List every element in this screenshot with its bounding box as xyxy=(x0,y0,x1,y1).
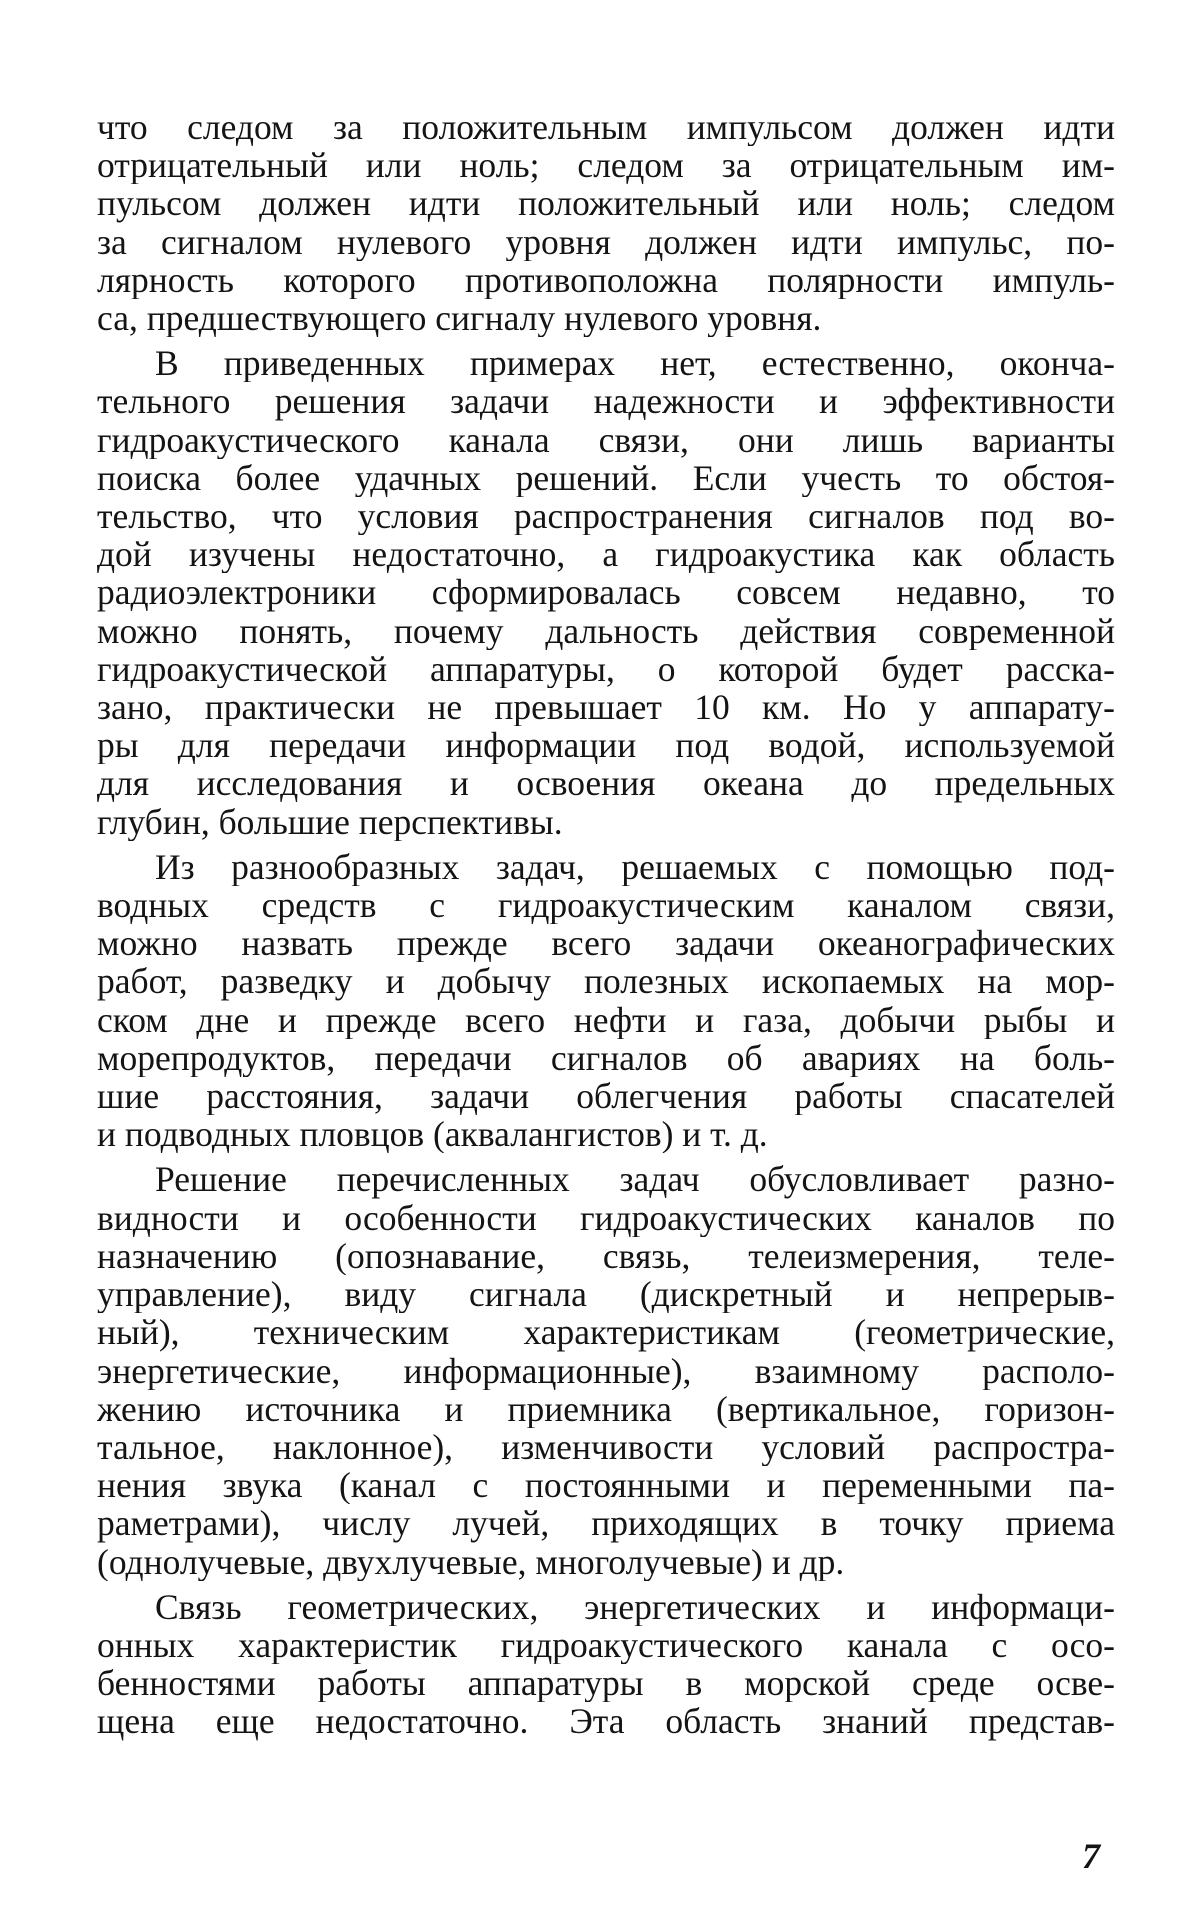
text-line: за сигналом нулевого уровня должен идти импульс, по- xyxy=(97,222,1115,261)
paragraph xyxy=(97,1588,1115,1741)
text-line: для исследования и освоения океана до предельных xyxy=(97,764,1115,803)
text-line: В приведенных примерах нет, естественно, оконча- xyxy=(155,344,1115,383)
text-line: (однолучевые, двухлучевые, многолучевые) и др. xyxy=(97,1542,845,1581)
text-line: глубин, большие перспективы. xyxy=(97,802,563,841)
text-line: управление), виду сигнала (дискретный и непрерыв- xyxy=(97,1275,1115,1314)
text-line: раметрами), числу лучей, приходящих в точку приема xyxy=(97,1504,1115,1543)
paragraph xyxy=(97,848,1115,1154)
text-line: и подводных пловцов (аквалангистов) и т. д. xyxy=(97,1115,768,1154)
text-line: нения звука (канал с постоянными и переменными па- xyxy=(97,1466,1115,1505)
text-line: лярность которого противоположна полярности импуль- xyxy=(97,260,1115,300)
text-line: зано, практически не превышает 10 км. Но у аппарату- xyxy=(97,688,1115,727)
text-line: морепродуктов, передачи сигналов об авариях на боль- xyxy=(97,1038,1115,1078)
text-line: поиска более удачных решений. Если учесть то обстоя- xyxy=(97,458,1115,498)
paragraph xyxy=(97,344,1115,841)
text-line: можно понять, почему дальность действия современной xyxy=(97,611,1115,650)
text-line: Решение перечисленных задач обусловливает разно- xyxy=(155,1160,1115,1199)
text-line: щена еще недостаточно. Эта область знаний представ- xyxy=(97,1702,1115,1741)
text-line: отрицательный или ноль; следом за отрицательным им- xyxy=(97,146,1115,185)
text-line: водных средств с гидроакустическим каналом связи, xyxy=(97,886,1115,925)
text-line: тельного решения задачи надежности и эффективности xyxy=(97,382,1115,421)
text-line: ный), техническим характеристикам (геометрические, xyxy=(97,1313,1115,1352)
text-line: тальное, наклонное), изменчивости условий распростра- xyxy=(97,1427,1115,1467)
text-line: бенностями работы аппаратуры в морской среде осве- xyxy=(97,1664,1115,1703)
text-line: что следом за положительным импульсом должен идти xyxy=(97,108,1115,147)
text-line: работ, разведку и добычу полезных ископаемых на мор- xyxy=(97,962,1115,1001)
text-line: шие расстояния, задачи облегчения работы спасателей xyxy=(97,1077,1115,1116)
text-line: видности и особенности гидроакустических каналов по xyxy=(97,1198,1115,1237)
text-line: Из разнообразных задач, решаемых с помощью под- xyxy=(155,847,1115,887)
body-text xyxy=(97,108,1115,1748)
text-line: ском дне и прежде всего нефти и газа, добычи рыбы и xyxy=(97,1000,1115,1039)
text-line: можно назвать прежде всего задачи океанографических xyxy=(97,924,1115,963)
text-line: онных характеристик гидроакустического канала с осо- xyxy=(97,1625,1115,1665)
text-line: жению источника и приемника (вертикальное, горизон- xyxy=(97,1389,1115,1428)
text-line: дой изучены недостаточно, а гидроакустика как область xyxy=(97,535,1115,574)
page-number: 7 xyxy=(1082,1836,1100,1876)
text-line: гидроакустической аппаратуры, о которой будет расска- xyxy=(97,649,1115,689)
text-line: са, предшествующего сигналу нулевого уровня. xyxy=(97,299,822,338)
text-line: тельство, что условия распространения сигналов под во- xyxy=(97,497,1115,536)
text-line: ры для передачи информации под водой, используемой xyxy=(97,726,1115,765)
text-line: Связь геометрических, энергетических и информаци- xyxy=(155,1587,1115,1626)
text-line: энергетические, информационные), взаимному располо- xyxy=(97,1351,1115,1390)
text-line: радиоэлектроники сформировалась совсем недавно, то xyxy=(97,573,1115,612)
text-line: гидроакустического канала связи, они лишь варианты xyxy=(97,420,1115,459)
text-line: назначению (опознавание, связь, телеизмерения, теле- xyxy=(97,1236,1115,1276)
text-line: пульсом должен идти положительный или ноль; следом xyxy=(97,184,1115,223)
paragraph xyxy=(97,1160,1115,1580)
paragraph xyxy=(97,108,1115,337)
